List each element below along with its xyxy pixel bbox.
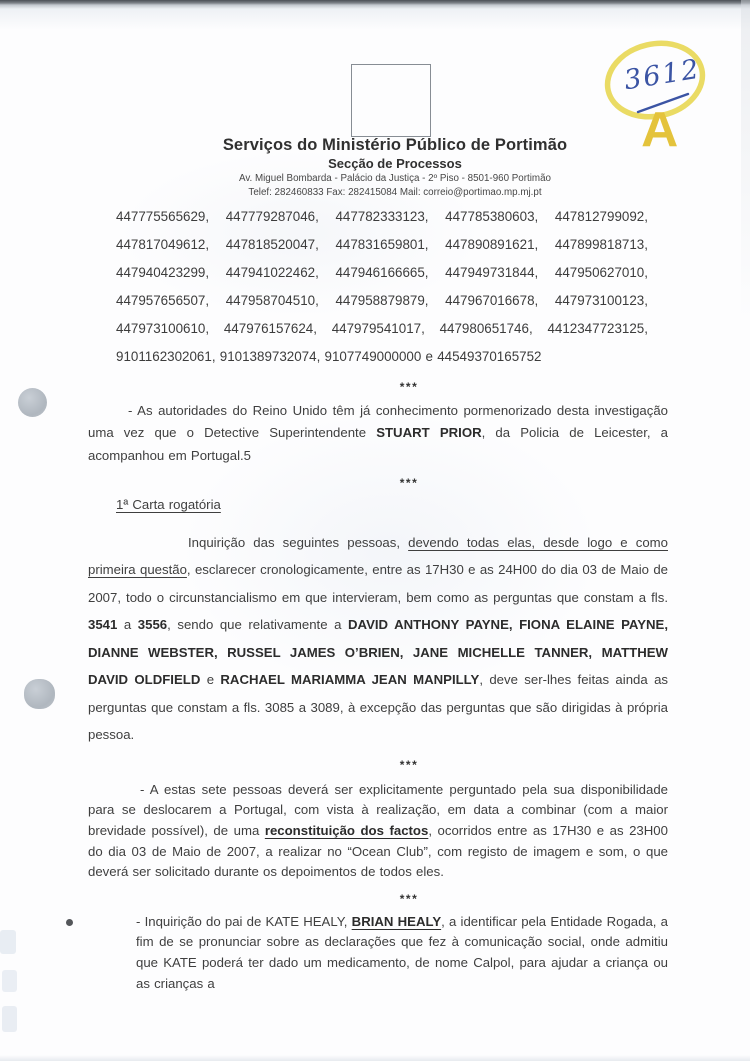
text-segment: - A estas sete pessoas deverá ser explicitamente perguntado pela sua disponibilidade para se deslocarem a Portugal, com vista à realização, em data a combinar (com a maior brevidade possível), de uma: [88, 781, 668, 839]
paragraph: [88, 780, 668, 883]
text-segment: BRIAN HEALY: [351, 913, 442, 929]
phone-numbers-block: [116, 203, 648, 371]
section-separator: ***: [399, 475, 419, 490]
phone-number: 447957656507,: [116, 293, 210, 308]
phone-number: 447973100610,: [116, 321, 210, 336]
phone-number: 447976157624,: [223, 321, 317, 336]
scan-smudge: [2, 1006, 17, 1032]
text-segment: 1ª Carta rogatória: [116, 496, 221, 512]
text-segment: DAVID ANTHONY PAYNE, FIONA ELAINE PAYNE, DIANNE WEBSTER, RUSSEL JAMES O’BRIEN, JANE MICHELLE TANNER, MATTHEW DAVID OLDFIELD: [88, 617, 668, 688]
stamp-box: [351, 64, 431, 137]
phone-number: 447979541017,: [331, 321, 425, 336]
phone-number: 447967016678,: [445, 293, 539, 308]
phone-number: 4412347723125,: [547, 321, 648, 336]
document-body: [88, 203, 668, 994]
phone-number: 447940423299,: [116, 265, 210, 280]
phone-number: 447973100123,: [554, 293, 648, 308]
header-subtitle: Secção de Processos: [328, 156, 462, 171]
bullet-icon: [66, 919, 73, 926]
phone-number: 447817049612,: [116, 237, 210, 252]
phone-number: 447782333123,: [335, 209, 429, 224]
header-address: Av. Miguel Bombarda - Palácio da Justiça - 2º Piso - 8501-960 Portimão: [239, 173, 551, 184]
text-segment: , sendo que relativamente a: [167, 617, 348, 633]
phone-number: 447785380603,: [445, 209, 539, 224]
text-segment: RACHAEL MARIAMMA JEAN MANPILLY: [220, 672, 480, 688]
paragraph: [88, 400, 668, 467]
phone-number: 447831659801,: [335, 237, 429, 252]
text-segment: , da Policia de Leicester, a acompanhou em Portugal.5: [88, 425, 669, 463]
phone-number: 447899818713,: [554, 237, 648, 252]
text-segment: - As autoridades do Reino Unido têm já conhecimento pormenorizado desta investigação uma vez que o Detective Superintendente: [88, 403, 668, 441]
scan-top-edge: [0, 0, 750, 30]
phone-number-row: [116, 315, 648, 343]
phone-number: 447812799092,: [554, 209, 648, 224]
text-segment: 3541: [88, 617, 118, 633]
phone-number-row: [116, 259, 648, 287]
text-segment: - Inquirição do pai de KATE HEALY,: [136, 913, 352, 929]
text-segment: 3556: [137, 617, 168, 633]
scan-bottom-edge: [0, 1055, 750, 1061]
phone-number: 447890891621,: [445, 237, 539, 252]
phone-number-row-final: 9101162302061, 9101389732074, 9107749000000 e 44549370165752: [116, 349, 542, 364]
paragraph: [136, 912, 668, 994]
phone-number: 447779287046,: [225, 209, 319, 224]
phone-number: 447818520047,: [225, 237, 319, 252]
hole-punch-icon: [24, 679, 55, 709]
phone-number-row: [116, 203, 648, 231]
phone-number: 447950627010,: [554, 265, 648, 280]
text-segment: e: [200, 672, 221, 688]
phone-number: 447949731844,: [445, 265, 539, 280]
text-segment: devendo todas elas, desde logo e como primeira questão: [88, 534, 668, 578]
apensado-letter-mark: A: [641, 103, 679, 157]
text-segment: , a identificar pela Entidade Rogada, a fim de se pronunciar sobre as declarações que fez à comunicação social, onde admitiu que KATE poderá ter dado um medicamento, de nome Calpol, para ajudar a criança ou as crianças a: [136, 913, 669, 991]
sections-block: [88, 380, 668, 994]
phone-number: 447775565629,: [116, 209, 210, 224]
text-segment: , ocorridos entre as 17H30 e as 23H00 do dia 03 de Maio de 2007, a realizar no “Ocean Club”, com registo de imagem e som, o que deverá ser solicitado durante os depoimentos de todos eles.: [88, 823, 668, 880]
phone-number: 447946166665,: [335, 265, 429, 280]
handwritten-folio-number: 3612: [622, 53, 703, 97]
text-segment: a: [117, 617, 138, 633]
scan-smudge: [0, 930, 16, 954]
phone-number: 447941022462,: [225, 265, 319, 280]
text-segment: reconstituição dos factos: [264, 823, 429, 839]
scan-smudge: [2, 970, 17, 992]
phone-number-row: [116, 231, 648, 259]
hole-punch-icon: [18, 388, 47, 417]
scan-right-edge: [741, 0, 750, 320]
phone-number-row: [116, 287, 648, 315]
paragraph: [88, 529, 668, 749]
section-separator: ***: [399, 757, 419, 772]
section-heading: [116, 494, 668, 516]
phone-number: 447958879879,: [335, 293, 429, 308]
section-separator: ***: [399, 891, 419, 906]
phone-number: 447980651746,: [439, 321, 533, 336]
text-segment: Inquirição das seguintes pessoas,: [188, 534, 409, 550]
text-segment: STUART PRIOR: [376, 425, 482, 441]
section-separator: ***: [399, 380, 419, 394]
phone-number: 447958704510,: [225, 293, 319, 308]
text-segment: , esclarecer cronologicamente, entre as 17H30 e as 24H00 do dia 03 de Maio de 2007, todo o circunstancialismo em que intervieram, bem como as perguntas que constam a fls.: [88, 562, 668, 605]
text-segment: , deve ser-lhes feitas ainda as perguntas que constam a fls. 3085 a 3089, à excepção das perguntas que são dirigidas à própria pessoa.: [88, 672, 668, 743]
header-contact: Telef: 282460833 Fax: 282415084 Mail: correio@portimao.mp.mj.pt: [248, 186, 542, 198]
header-title: Serviços do Ministério Público de Portimão: [222, 136, 568, 154]
